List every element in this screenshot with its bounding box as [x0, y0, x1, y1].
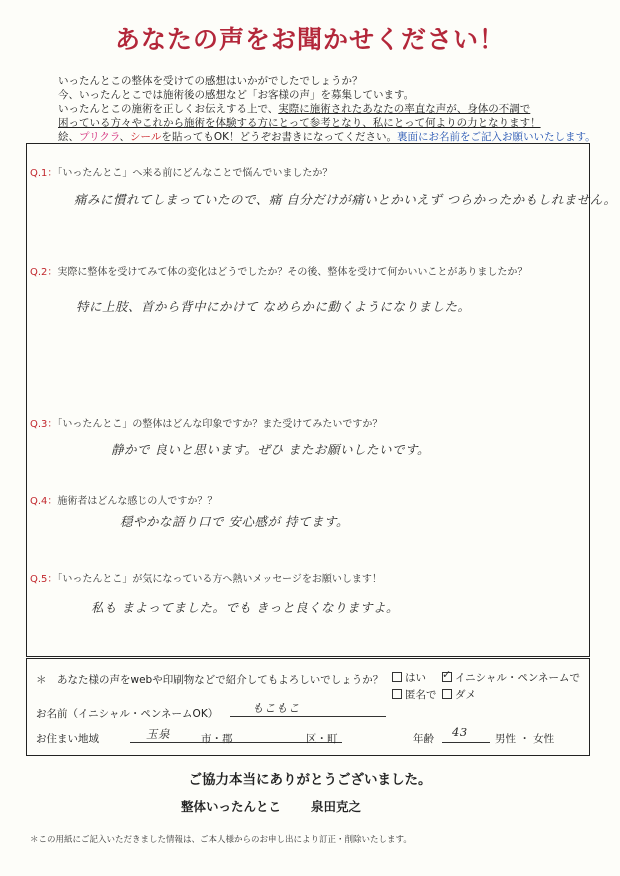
- intro-line-3a: いったんとこの施術を正しくお伝えする上で、: [58, 103, 279, 115]
- checkbox-no[interactable]: [442, 689, 452, 699]
- question-3-number: Q.3：: [30, 419, 58, 430]
- gender-options[interactable]: 男性 ・ 女性: [495, 733, 555, 745]
- question-5: [30, 570, 382, 585]
- question-3: [30, 415, 382, 430]
- intro-line-2: 今、いったんとこでは施術後の感想など「お客様の声」を募集しています。: [58, 89, 415, 101]
- consent-option-yes[interactable]: [392, 670, 426, 685]
- consent-option-initial[interactable]: [442, 670, 580, 685]
- age-value[interactable]: 43: [452, 725, 468, 739]
- age-label: 年齢: [413, 733, 434, 745]
- question-5-number: Q.5：: [30, 574, 58, 585]
- question-1: [30, 164, 332, 179]
- question-5-text: 「いったんとこ」が気になっている方へ熱いメッセージをお願いします！: [57, 574, 382, 585]
- area-value[interactable]: 玉泉: [146, 727, 170, 741]
- answer-5[interactable]: 私も まよってました。でも きっと良くなりますよ。: [91, 600, 399, 615]
- name-underline: [230, 716, 386, 717]
- answer-2[interactable]: 特に上肢、首から背中にかけて なめらかに動くようになりました。: [76, 299, 471, 314]
- checkbox-yes[interactable]: [392, 672, 402, 682]
- intro-purikura: プリクラ: [79, 131, 120, 143]
- consent-question: ＊ あなた様の声をwebや印刷物などで紹介してもよろしいでしょうか？: [36, 674, 384, 686]
- consent-yes-label: はい: [405, 672, 426, 684]
- owner-name: 泉田克之: [311, 799, 362, 814]
- thanks-message: ご協力本当にありがとうございました。: [188, 772, 432, 788]
- answer-1[interactable]: 痛みに慣れてしまっていたので、痛 自分だけが痛いとかいえず つらかったかもしれません。: [74, 192, 617, 207]
- consent-anon-label: 匿名で: [405, 689, 437, 701]
- consent-no-label: ダメ: [455, 689, 476, 701]
- checkbox-anon[interactable]: [392, 689, 402, 699]
- intro-back-note: 裏面にお名前をご記入お願いいたします。: [396, 131, 596, 143]
- question-2-text: 実際に整体を受けてみて体の変化はどうでしたか？その後、整体を受けて何かいいことがありましたか？: [57, 267, 528, 278]
- intro-line-4: 困っている方々やこれから施術を体験する方にとって参考となり、私にとって何よりの力となります！: [58, 117, 541, 129]
- answer-3[interactable]: 静かで 良いと思います。ぜひ またお願いしたいです。: [111, 442, 430, 457]
- intro-line-5a: 絵、: [58, 131, 79, 143]
- question-4-text: 施術者はどんな感じの人ですか？？: [57, 496, 218, 507]
- name-label: お名前（イニシャル・ペンネームOK）: [36, 708, 219, 720]
- intro-line-5c: 、: [119, 131, 131, 143]
- consent-initial-label: イニシャル・ペンネームで: [455, 672, 581, 684]
- question-1-text: 「いったんとこ」へ来る前にどんなことで悩んでいましたか？: [57, 168, 333, 179]
- question-4-number: Q.4：: [30, 496, 58, 507]
- age-underline: [442, 742, 490, 743]
- name-value[interactable]: もこもこ: [252, 701, 300, 715]
- question-2: [30, 263, 527, 278]
- question-3-text: 「いったんとこ」の整体はどんな印象ですか？また受けてみたいですか？: [57, 419, 383, 430]
- question-4: [30, 492, 217, 507]
- checkbox-initial[interactable]: [442, 672, 452, 682]
- consent-option-anon[interactable]: [392, 687, 437, 702]
- area-ward-label: 区・町: [306, 733, 338, 745]
- answer-4[interactable]: 穏やかな語り口で 安心感が 持てます。: [120, 514, 349, 529]
- intro-line-5e: を貼ってもOK！どうぞお書きになってください。: [161, 131, 397, 143]
- question-2-number: Q.2：: [30, 267, 58, 278]
- consent-option-no[interactable]: [442, 687, 476, 702]
- area-label: お住まい地域: [36, 733, 99, 745]
- shop-name: 整体いったんとこ: [181, 799, 282, 814]
- footnote: ＊この用紙にご記入いただきました情報は、ご本人様からのお申し出により訂正・削除いたします。: [30, 835, 412, 845]
- question-1-number: Q.1：: [30, 168, 58, 179]
- intro-sticker: シール: [130, 131, 162, 143]
- intro-line-3: [58, 102, 530, 116]
- intro-line-5: [58, 130, 596, 144]
- intro-line-1: いったんとこの整体を受けての感想はいかがでしたでしょうか？: [58, 75, 363, 87]
- page-title: あなたの声をお聞かせください！: [114, 25, 505, 54]
- area-city-label: 市・郡: [201, 733, 233, 745]
- intro-line-3b: 実際に施術されたあなたの率直な声が、身体の不調で: [278, 103, 531, 115]
